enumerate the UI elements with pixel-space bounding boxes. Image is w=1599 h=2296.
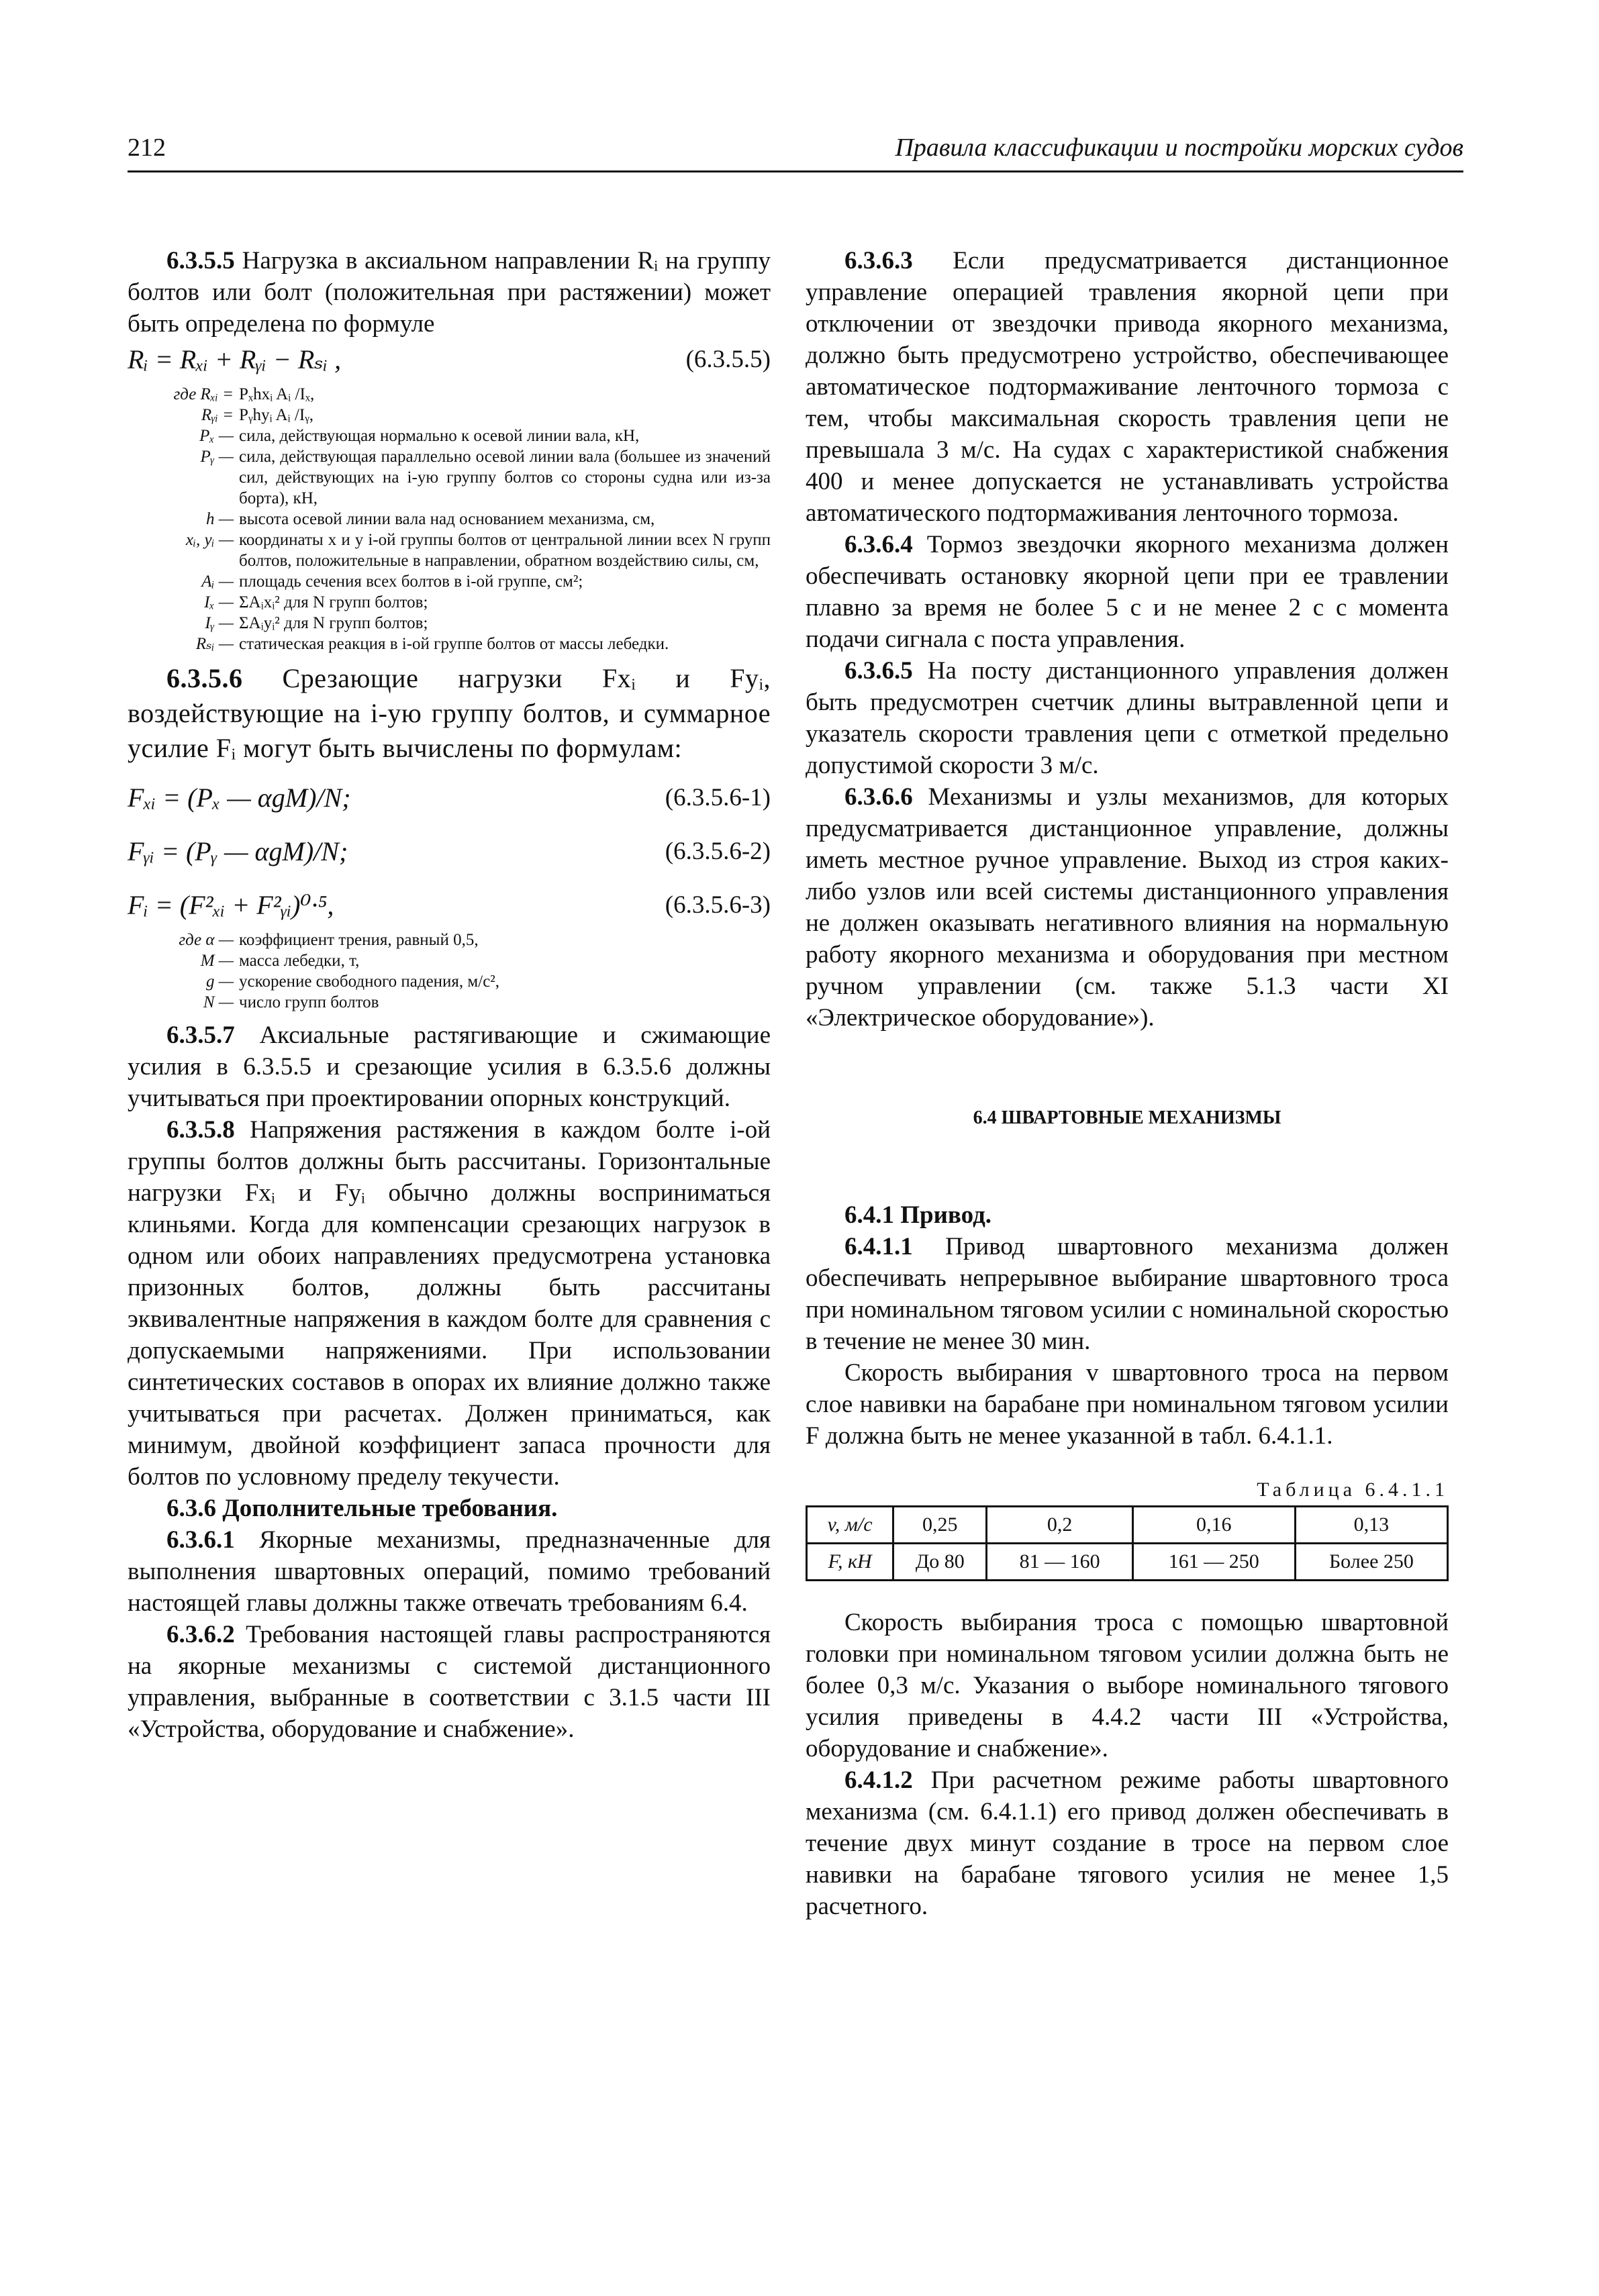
left-column: [128, 245, 771, 1745]
formula-6356-3: [128, 885, 771, 926]
table-row-header: F, кН: [807, 1544, 893, 1581]
clause-text: Механизмы и узлы механизмов, для которых предусматривается дистанционное управление, должны иметь местное ручное управление. Выход из строя каких-либо узлов или всей системы дистанционного управления не должен оказывать негативного влияния на нормальную работу якорного механизма и оборудования при местном ручном управлении (см. также 5.1.3 части XI «Электрическое оборудование»).: [806, 783, 1449, 1032]
definition-text: Pₓhxᵢ Aᵢ /Iₓ,: [239, 385, 315, 403]
definition-row: [128, 571, 771, 592]
definition-row: [128, 384, 771, 405]
clause-text: На посту дистанционного управления должен быть предусмотрен счетчик длины вытравленной цепи и указатель скорости травления цепи с отметкой предельно допустимой скорости 3 м/с.: [806, 657, 1449, 779]
definition-text: ΣAᵢxᵢ² для N групп болтов;: [239, 593, 428, 611]
definition-row: [128, 592, 771, 613]
table-cell: До 80: [893, 1544, 987, 1581]
paragraph-6366: [806, 781, 1449, 1034]
clause-text: Аксиальные растягивающие и сжимающие усилия в 6.3.5.5 и срезающие усилия в 6.3.5.6 должны учитываться при проектировании опорных конструкций.: [128, 1021, 771, 1112]
table-cell: 0,13: [1295, 1507, 1447, 1544]
right-column: [806, 245, 1449, 1922]
equation-number: (6.3.5.6-1): [665, 784, 771, 811]
paragraph-6364: [806, 529, 1449, 655]
table-row: [807, 1544, 1448, 1581]
definition-text: ускорение свободного падения, м/с²,: [239, 972, 500, 991]
heading-636: 6.3.6 Дополнительные требования.: [166, 1495, 558, 1522]
definition-text: масса лебедки, т,: [239, 952, 360, 970]
formula-6356-1: [128, 778, 771, 818]
definition-row: [128, 930, 771, 950]
definition-text: ΣAᵢyᵢ² для N групп болтов;: [239, 614, 428, 632]
definition-symbol: N —: [203, 993, 234, 1011]
table-cell: Более 250: [1295, 1544, 1447, 1581]
definition-text: сила, действующая параллельно осевой линии вала (большее из значений сил, действующих на i-ую группу болтов со стороны судна или из-за борта), кН,: [239, 448, 771, 507]
definition-row: [128, 446, 771, 509]
paragraph-6411: [806, 1231, 1449, 1357]
definition-row: [128, 405, 771, 426]
formula-expression: Fᵢ = (F²ₓᵢ + F²ᵧᵢ)⁰·⁵,: [128, 890, 334, 920]
equation-number: (6.3.5.6-2): [665, 838, 771, 865]
paragraph-6357: [128, 1019, 771, 1114]
definition-symbol: Pₓ —: [199, 427, 234, 445]
definition-row: [128, 950, 771, 971]
definition-symbol: где Rₓᵢ =: [173, 385, 234, 403]
definition-symbol: M —: [200, 952, 234, 970]
clause-number: 6.3.6.1: [166, 1526, 235, 1554]
definition-row: [128, 992, 771, 1013]
formula-expression: Rᵢ = Rₓᵢ + Rᵧᵢ − Rₛᵢ ,: [128, 344, 342, 375]
definition-text: коэффициент трения, равный 0,5,: [239, 931, 479, 949]
where-list-1: [128, 384, 771, 654]
definition-symbol: Iₓ —: [204, 593, 234, 611]
table-cell: 81 — 160: [987, 1544, 1132, 1581]
table-cell: 161 — 250: [1132, 1544, 1295, 1581]
definition-text: площадь сечения всех болтов в i-ой группе, см²;: [239, 572, 583, 591]
definition-symbol: Rₛᵢ —: [195, 635, 234, 653]
table-caption: Таблица 6.4.1.1: [1257, 1479, 1449, 1501]
definition-symbol: Iᵧ —: [205, 614, 234, 632]
definition-symbol: g —: [206, 972, 234, 991]
clause-number: 6.3.6.6: [844, 783, 913, 811]
definition-symbol: xᵢ, yᵢ —: [185, 531, 234, 549]
equation-number: (6.3.5.5): [685, 346, 771, 373]
where-list-2: [128, 930, 771, 1013]
definition-text: сила, действующая нормально к осевой линии вала, кН,: [239, 427, 640, 445]
paragraph-6412: [806, 1764, 1449, 1922]
page-header: [128, 133, 1463, 172]
clause-text: Если предусматривается дистанционное управление операцией травления якорной цепи при отключении от звездочки привода якорного механизма, должно быть предусмотрено устройство, обеспечивающее автоматическое подтормаживание ленточного тормоза с тем, чтобы максимальная скорость травления цепи не превышала 3 м/с. На судах с характеристикой снабжения 400 и менее допускается не устанавливать устройства автоматического подтормаживания ленточного тормоза.: [806, 247, 1449, 527]
definition-text: координаты x и y i-ой группы болтов от центральной линии всех N групп болтов, положительные в направлении, обратном воздействию силы, см,: [239, 531, 771, 570]
paragraph-6356: [128, 661, 771, 766]
definition-row: [128, 426, 771, 446]
table-cell: 0,16: [1132, 1507, 1295, 1544]
paragraph-6363: [806, 245, 1449, 529]
running-title: Правила классификации и постройки морских судов: [895, 134, 1463, 162]
definition-row: [128, 509, 771, 530]
formula-6356-2: [128, 832, 771, 872]
formula-expression: Fᵧᵢ = (Pᵧ — αgM)/N;: [128, 836, 348, 866]
equation-number: (6.3.5.6-3): [665, 891, 771, 919]
heading-641: 6.4.1 Привод.: [844, 1201, 992, 1229]
paragraph-speed: Скорость выбирания v швартовного троса на первом слое навивки на барабане при номинальном тяговом усилии F должна быть не менее указанной в табл. 6.4.1.1.: [806, 1359, 1449, 1450]
clause-text: Срезающие нагрузки Fxᵢ и Fyᵢ, воздействующие на i-ую группу болтов, и суммарное усилие Fᵢ могут быть вычислены по формулам:: [128, 663, 771, 763]
definition-row: [128, 971, 771, 992]
definition-text: Pᵧhyᵢ Aᵢ /Iᵧ,: [239, 406, 314, 424]
clause-text: Тормоз звездочки якорного механизма должен обеспечивать остановку якорной цепи при ее травлении плавно за время не более 5 с и не менее 2 с с момента подачи сигнала с поста управления.: [806, 531, 1449, 653]
formula-expression: Fₓᵢ = (Pₓ — αgM)/N;: [128, 783, 351, 813]
clause-text: При расчетном режиме работы швартовного механизма (см. 6.4.1.1) его привод должен обеспечивать в течение двух минут создание в тросе на первом слое навивки на барабане тягового усилия не менее 1,5 расчетного.: [806, 1766, 1449, 1920]
clause-number: 6.3.5.5: [166, 247, 235, 274]
definition-symbol: Aᵢ —: [201, 572, 234, 591]
clause-text: Напряжения растяжения в каждом болте i-ой группы болтов должны быть рассчитаны. Горизонтальные нагрузки Fxᵢ и Fyᵢ обычно должны восприниматься клиньями. Когда для компенсации срезающих нагрузок в одном или обоих направлениях предусмотрена установка призонных болтов, должны быть рассчитаны эквивалентные напряжения в каждом болте для сравнения с допускаемыми напряжениями. При использовании синтетических составов в опорах их влияние должно также учитываться при расчетах. Должен приниматься, как минимум, двойной коэффициент запаса прочности для болтов по условному пределу текучести.: [128, 1116, 771, 1491]
clause-text: Нагрузка в аксиальном направлении Rᵢ на группу болтов или болт (положительная при растяжении) может быть определена по формуле: [128, 247, 771, 338]
clause-number: 6.3.5.8: [166, 1116, 235, 1144]
clause-number: 6.3.6.5: [844, 657, 913, 685]
section-title: 6.4 ШВАРТОВНЫЕ МЕХАНИЗМЫ: [973, 1107, 1281, 1128]
clause-number: 6.3.5.6: [166, 663, 243, 693]
clause-number: 6.4.1.2: [844, 1766, 913, 1794]
definition-row: [128, 530, 771, 571]
table-cell: 0,25: [893, 1507, 987, 1544]
table-row-header: v, м/с: [807, 1507, 893, 1544]
speed-table: [806, 1505, 1449, 1581]
clause-number: 6.3.6.4: [844, 531, 913, 558]
definition-row: [128, 613, 771, 634]
clause-number: 6.3.6.2: [166, 1621, 235, 1648]
clause-number: 6.3.5.7: [166, 1021, 235, 1049]
paragraph-6362: [128, 1619, 771, 1745]
page-number: 212: [128, 134, 166, 162]
formula-6355: [128, 340, 771, 380]
definition-text: число групп болтов: [239, 993, 379, 1011]
table-row: [807, 1507, 1448, 1544]
clause-number: 6.3.6.3: [844, 247, 913, 274]
paragraph-6358: [128, 1114, 771, 1493]
clause-number: 6.4.1.1: [844, 1233, 913, 1260]
definition-symbol: где α —: [179, 931, 234, 949]
definition-symbol: Rᵧᵢ =: [201, 406, 234, 424]
clause-text: Привод швартовного механизма должен обеспечивать непрерывное выбирание швартовного троса при номинальном тяговом усилии с номинальной скоростью в течение не менее 30 мин.: [806, 1233, 1449, 1355]
definition-text: статическая реакция в i-ой группе болтов от массы лебедки.: [239, 635, 669, 653]
definition-symbol: Pᵧ —: [200, 448, 234, 466]
definition-row: [128, 634, 771, 654]
clause-text: Якорные механизмы, предназначенные для выполнения швартовных операций, помимо требований настоящей главы должны также отвечать требованиям 6.4.: [128, 1526, 771, 1617]
paragraph-6355: [128, 245, 771, 340]
clause-text: Требования настоящей главы распространяются на якорные механизмы с системой дистанционного управления, выбранные в соответствии с 3.1.5 части III «Устройства, оборудование и снабжение».: [128, 1621, 771, 1743]
paragraph-6361: [128, 1524, 771, 1619]
paragraph-mooring-head: Скорость выбирания троса с помощью швартовной головки при номинальном тяговом усилии должна быть не более 0,3 м/с. Указания о выборе номинального тягового усилия приведены в 4.4.2 части III «Устройства, оборудование и снабжение».: [806, 1609, 1449, 1762]
definition-symbol: h —: [206, 510, 234, 528]
paragraph-6365: [806, 655, 1449, 781]
table-cell: 0,2: [987, 1507, 1132, 1544]
definition-text: высота осевой линии вала над основанием механизма, см,: [239, 510, 655, 528]
